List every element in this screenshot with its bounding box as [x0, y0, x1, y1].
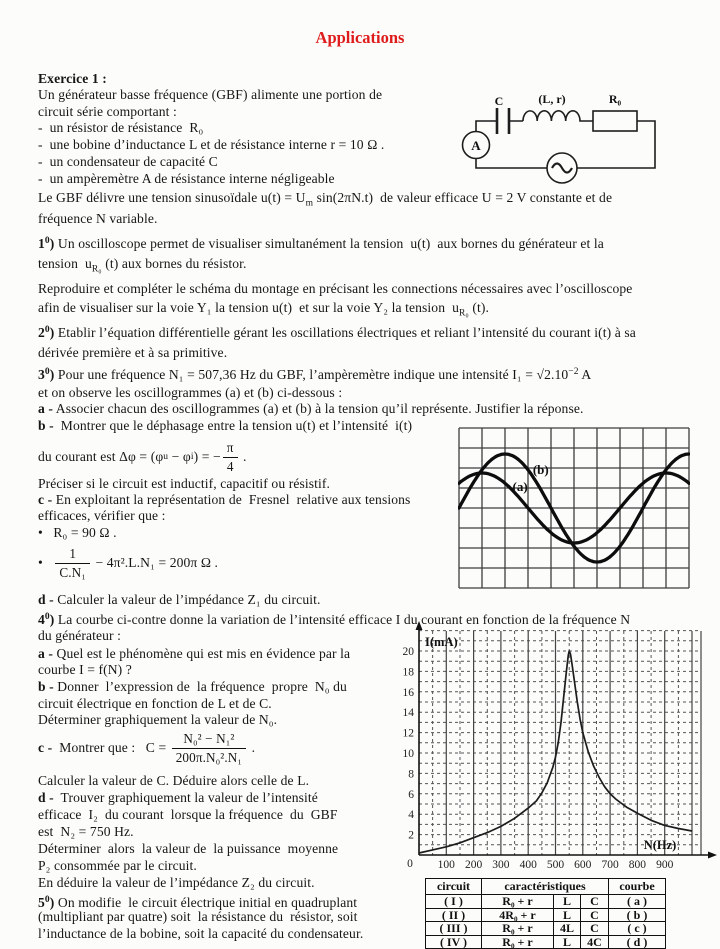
x-tick: 900	[656, 859, 674, 871]
bullet-line: • R₀ = 90 Ω .	[38, 525, 117, 540]
oscillogram-figure	[458, 427, 690, 591]
text-line: $2^0$) Etablir l’équation différentielle gérant les oscillations électriques et reliant l’intensité du courant i(t) à sa	[38, 325, 636, 340]
x-tick: 300	[492, 859, 510, 871]
text-line: Calculer la valeur de C. Déduire alors celle de L.	[38, 773, 310, 788]
text-line: d - Trouver graphiquement la valeur de l’intensité	[38, 790, 318, 805]
grid-major	[446, 631, 701, 855]
axes	[419, 626, 712, 855]
y-tick: 12	[402, 727, 414, 740]
exercise-heading	[38, 71, 107, 87]
text-line: c - En exploitant la représentation de Fresnel relative aux tensions	[38, 492, 411, 507]
text-line: Déterminer alors la valeur de la puissance moyenne	[38, 841, 339, 856]
text-line: a - Quel est le phénomène qui est mis en évidence par la	[38, 646, 351, 661]
x-tick-origin: 0	[407, 858, 413, 870]
resistor-label: R₀	[608, 92, 622, 106]
wire	[577, 121, 655, 168]
text-line: est N₂ = 750 Hz.	[38, 824, 134, 839]
x-tick: 800	[628, 859, 647, 871]
y-tick: 20	[402, 646, 414, 658]
text-line: d - Calculer la valeur de l’impédance Z₁ du circuit.	[38, 592, 321, 607]
y-tick: 14	[402, 707, 414, 720]
heading-text: Exercice 1 :	[38, 71, 107, 86]
x-tick: 400	[519, 859, 537, 871]
sine-symbol	[552, 164, 572, 173]
x-tick: 600	[574, 859, 592, 871]
text-line: $5^0$) On modifie le circuit électrique initial en quadruplant	[38, 895, 358, 910]
text-line: $4^0$) La courbe ci-contre donne la variation de l’intensité efficace I du courant en fonction de la fréquence N	[38, 612, 631, 627]
y-tick: 8	[408, 768, 414, 781]
resistor-icon	[593, 111, 637, 131]
text-line: et on observe les oscillogrammes (a) et (b) ci-dessous :	[38, 385, 343, 400]
fraction: $\frac{\pi}{4}$	[223, 440, 238, 475]
table-header-row	[426, 879, 666, 895]
coil-label: (L, r)	[538, 92, 566, 106]
fraction: $\frac{\text{N₀² − N₁²}}{\text{200π.N₀².N₁}}$	[172, 731, 246, 766]
formula-impedance-relation: • $\frac{1}{\text{C.N₁}}$ − 4π².L.N₁ = 200π Ω .	[38, 545, 219, 580]
text-line: du générateur :	[38, 628, 122, 643]
osc-label-(b): (b)	[532, 462, 549, 477]
table-row: ( IV ) R₀ + r L 4C ( d )	[426, 935, 666, 949]
col-header-circuit: circuit	[426, 879, 482, 895]
text-line: fréquence N variable.	[38, 211, 158, 226]
text-line: Reproduire et compléter le schéma du montage en précisant les connections nécessaires avec l’oscilloscope	[38, 281, 633, 296]
ammeter-label: A	[471, 138, 481, 153]
y-tick: 16	[402, 686, 414, 699]
table-row: ( III ) R₀ + r 4L C ( c )	[426, 922, 666, 936]
text-line: tension $u_{R_0}$ (t) aux bornes du résistor.	[38, 256, 247, 275]
y-tick: 10	[402, 748, 414, 760]
text-line: Un générateur basse fréquence (GBF) alimente une portion de	[38, 87, 383, 102]
x-tick: 100	[437, 859, 455, 871]
table-row: ( I ) R₀ + r L C ( a )	[426, 895, 666, 909]
x-tick: 200	[464, 859, 483, 871]
text-line: courbe I = f(N) ?	[38, 662, 132, 677]
text-line: $3^0$) Pour une fréquence N₁ = 507,36 Hz du GBF, l’ampèremètre indique une intensité $I_1 = √2.10^{-2}$ A	[38, 367, 592, 382]
text-line: a - Associer chacun des oscillogrammes (a) et (b) à la tension qu’il représente. Justifier la réponse.	[38, 401, 584, 416]
text-line: Déterminer graphiquement la valeur de N₀.	[38, 712, 278, 727]
text-line: (multipliant par quatre) soit la résistance du résistor, soit	[38, 909, 358, 924]
formula-capacity: c - Montrer que : C = $\frac{\text{N₀² − N₁²}}{\text{200π.N₀².N₁}}$ .	[38, 730, 256, 765]
coil-icon	[523, 111, 593, 121]
circuit-diagram	[430, 90, 720, 195]
wire	[476, 159, 547, 169]
text-line: circuit série comportant :	[38, 104, 177, 119]
text-line: - une bobine d’inductance L et de résistance interne r = 10 Ω .	[38, 137, 385, 152]
fraction: $\frac{1}{\text{C.N₁}}$	[55, 546, 90, 581]
grid-minor	[419, 631, 701, 855]
resonance-graph	[396, 620, 720, 874]
text-line: efficace I₂ du courant lorsque la fréquence du GBF	[38, 807, 338, 822]
y-tick: 2	[408, 829, 414, 842]
text-line: - un ampèremètre A de résistance interne négligeable	[38, 171, 335, 186]
osc-grid	[459, 428, 689, 588]
text-line: En déduire la valeur de l’impédance Z₂ du circuit.	[38, 875, 315, 890]
y-tick: 4	[408, 809, 414, 822]
table-row: ( II ) 4R₀ + r L C ( b )	[426, 908, 666, 922]
wire	[476, 121, 523, 132]
text-line: dérivée première et à sa primitive.	[38, 345, 228, 360]
text-line: b - Montrer que le déphasage entre la tension u(t) et l’intensité i(t)	[38, 418, 413, 433]
text-line: l’inductance de la bobine, soit la capacité du condensateur.	[38, 926, 364, 941]
col-header-courbe: courbe	[609, 879, 666, 895]
col-header-caracteristiques: caractéristiques	[482, 879, 609, 895]
text-line: P₂ consommée par le circuit.	[38, 858, 197, 873]
circuits-table	[425, 878, 666, 949]
text-line: $1^0$) Un oscilloscope permet de visualiser simultanément la tension u(t) aux bornes du générateur et la	[38, 236, 604, 251]
text-line: circuit électrique en fonction de L et de C.	[38, 696, 272, 711]
text-line: efficaces, vérifier que :	[38, 508, 166, 523]
text-line: - un résistor de résistance R₀	[38, 120, 204, 135]
x-tick: 500	[546, 859, 565, 871]
y-tick: 18	[402, 666, 414, 679]
text-line: afin de visualiser sur la voie Y₁ la tension u(t) et sur la voie Y₂ la tension $u_{R_0}$ (t).	[38, 300, 489, 319]
formula-dephasage: du courant est Δφ = (φ u − φ i ) = − $\frac{\pi}{4}$ .	[38, 439, 247, 474]
page-title: Applications	[315, 28, 405, 47]
text-line: Le GBF délivre une tension sinusoïdale $u(t) = U_m$ sin(2πN.t) de valeur efficace U = 2 V constante et de	[38, 190, 613, 209]
capacitor-icon	[497, 108, 509, 134]
osc-label-(a): (a)	[512, 479, 528, 494]
x-axis-label: N(Hz)	[643, 838, 677, 852]
text-line: b - Donner l’expression de la fréquence propre N₀ du	[38, 679, 347, 694]
capacitor-label: C	[494, 94, 504, 108]
text-line: Préciser si le circuit est inductif, capacitif ou résistif.	[38, 476, 331, 491]
x-tick: 700	[601, 859, 619, 871]
y-axis-label: I(mA)	[425, 635, 458, 649]
text-line: - un condensateur de capacité C	[38, 154, 218, 169]
axis-arrows	[416, 621, 718, 859]
y-tick: 6	[408, 788, 414, 801]
